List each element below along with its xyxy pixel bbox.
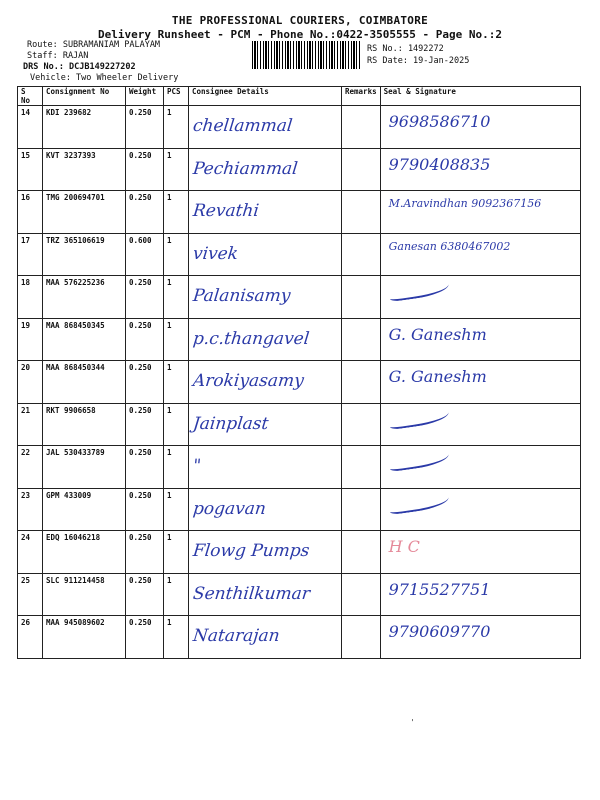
row-weight: 0.250	[126, 276, 164, 319]
signature-handwriting: Ganesan 6380467002	[388, 239, 511, 253]
table-row	[18, 318, 581, 361]
row-consignee	[189, 573, 342, 616]
row-sno: 26	[18, 616, 43, 659]
signature-handwriting: 9715527751	[388, 579, 491, 599]
signature-handwriting: H C	[388, 537, 420, 556]
row-consignment: MAA 868450345	[43, 318, 126, 361]
row-sno: 17	[18, 233, 43, 276]
vehicle-label: Vehicle: Two Wheeler Delivery	[30, 73, 179, 83]
consignee-handwriting: Flowg Pumps	[191, 541, 311, 561]
consignee-handwriting: Natarajan	[191, 626, 281, 646]
row-pcs: 1	[164, 191, 189, 234]
route-label: Route: SUBRAMANIAM PALAYAM	[27, 40, 161, 50]
signature-handwriting	[389, 282, 449, 302]
table-row	[18, 403, 581, 446]
row-weight: 0.250	[126, 573, 164, 616]
row-signature	[380, 191, 580, 234]
row-remarks	[342, 446, 381, 489]
consignee-handwriting: Pechiammal	[191, 158, 299, 179]
row-signature	[380, 106, 580, 149]
row-signature	[380, 573, 580, 616]
row-remarks	[342, 616, 381, 659]
consignee-handwriting: pogavan	[191, 498, 267, 519]
table-row	[18, 276, 581, 319]
signature-handwriting: G. Ganeshm	[388, 324, 487, 344]
signature-handwriting	[389, 495, 449, 515]
consignee-handwriting: "	[191, 456, 202, 476]
row-consignee	[189, 616, 342, 659]
signature-handwriting: 9698586710	[388, 112, 491, 131]
col-consignee: Consignee Details	[189, 87, 342, 106]
row-consignee	[189, 233, 342, 276]
signature-handwriting	[389, 410, 449, 430]
consignee-handwriting: Palanisamy	[191, 286, 292, 306]
row-consignee	[189, 403, 342, 446]
table-row	[18, 233, 581, 276]
table-row	[18, 573, 581, 616]
consignee-handwriting: Arokiyasamy	[191, 371, 305, 391]
row-remarks	[342, 573, 381, 616]
consignee-handwriting: Senthilkumar	[191, 583, 312, 604]
row-consignee	[189, 276, 342, 319]
row-consignee	[189, 106, 342, 149]
row-pcs: 1	[164, 233, 189, 276]
row-consignment: KDI 239682	[43, 106, 126, 149]
col-signature: Seal & Signature	[380, 87, 580, 106]
row-consignment: TMG 200694701	[43, 191, 126, 234]
col-sno: S No	[18, 87, 43, 106]
table-row	[18, 616, 581, 659]
row-pcs: 1	[164, 573, 189, 616]
row-weight: 0.250	[126, 531, 164, 574]
row-pcs: 1	[164, 446, 189, 489]
row-consignee	[189, 446, 342, 489]
row-remarks	[342, 106, 381, 149]
table-header-row	[18, 87, 581, 106]
row-weight: 0.250	[126, 403, 164, 446]
row-sno: 19	[18, 318, 43, 361]
signature-handwriting: 9790408835	[388, 154, 491, 174]
row-signature	[380, 531, 580, 574]
company-title: THE PROFESSIONAL COURIERS, COIMBATORE	[171, 14, 429, 27]
row-remarks	[342, 361, 381, 404]
signature-handwriting	[389, 452, 449, 472]
row-remarks	[342, 403, 381, 446]
row-sno: 23	[18, 488, 43, 531]
consignee-handwriting: Jainplast	[191, 413, 270, 434]
row-consignment: MAA 868450344	[43, 361, 126, 404]
row-sno: 21	[18, 403, 43, 446]
row-sno: 24	[18, 531, 43, 574]
row-pcs: 1	[164, 531, 189, 574]
row-consignee	[189, 361, 342, 404]
row-sno: 16	[18, 191, 43, 234]
barcode	[252, 41, 360, 69]
row-signature	[380, 488, 580, 531]
scan-mark: '	[410, 718, 415, 727]
row-signature	[380, 446, 580, 489]
row-sno: 22	[18, 446, 43, 489]
signature-scribble	[388, 405, 450, 429]
row-consignment: RKT 9906658	[43, 403, 126, 446]
row-remarks	[342, 276, 381, 319]
table-row	[18, 361, 581, 404]
signature-handwriting: M.Aravindhan 9092367156	[388, 197, 542, 210]
row-weight: 0.250	[126, 318, 164, 361]
row-remarks	[342, 318, 381, 361]
row-pcs: 1	[164, 616, 189, 659]
table-row	[18, 446, 581, 489]
row-weight: 0.250	[126, 191, 164, 234]
row-sno: 14	[18, 106, 43, 149]
row-weight: 0.250	[126, 148, 164, 191]
row-sno: 25	[18, 573, 43, 616]
table-row	[18, 531, 581, 574]
runsheet-subtitle: Delivery Runsheet - PCM - Phone No.:0422-3505555 - Page No.:2	[98, 28, 502, 41]
signature-scribble	[388, 278, 450, 302]
row-sno: 18	[18, 276, 43, 319]
row-consignee	[189, 531, 342, 574]
col-consignment: Consignment No	[43, 87, 126, 106]
table-row	[18, 148, 581, 191]
table-row	[18, 191, 581, 234]
row-weight: 0.600	[126, 233, 164, 276]
row-pcs: 1	[164, 318, 189, 361]
row-remarks	[342, 191, 381, 234]
row-consignment: MAA 945089602	[43, 616, 126, 659]
row-consignment: GPM 433009	[43, 488, 126, 531]
row-consignment: EDQ 16046218	[43, 531, 126, 574]
row-signature	[380, 276, 580, 319]
signature-handwriting: 9790609770	[388, 622, 491, 641]
row-weight: 0.250	[126, 106, 164, 149]
row-remarks	[342, 488, 381, 531]
row-signature	[380, 233, 580, 276]
row-signature	[380, 148, 580, 191]
col-remarks: Remarks	[342, 87, 381, 106]
col-weight: Weight	[126, 87, 164, 106]
signature-scribble	[388, 490, 450, 514]
row-sno: 20	[18, 361, 43, 404]
runsheet-table	[17, 86, 581, 659]
row-pcs: 1	[164, 276, 189, 319]
table-row	[18, 106, 581, 149]
row-consignment: KVT 3237393	[43, 148, 126, 191]
row-consignment: JAL 530433789	[43, 446, 126, 489]
signature-scribble	[388, 448, 450, 472]
row-consignment: MAA 576225236	[43, 276, 126, 319]
row-consignee	[189, 148, 342, 191]
row-remarks	[342, 233, 381, 276]
row-sno: 15	[18, 148, 43, 191]
row-consignee	[189, 488, 342, 531]
row-consignment: TRZ 365106619	[43, 233, 126, 276]
row-weight: 0.250	[126, 616, 164, 659]
rs-number: RS No.: 1492272	[367, 44, 444, 54]
row-consignee	[189, 318, 342, 361]
row-weight: 0.250	[126, 446, 164, 489]
row-pcs: 1	[164, 148, 189, 191]
row-pcs: 1	[164, 106, 189, 149]
row-weight: 0.250	[126, 488, 164, 531]
table-row	[18, 488, 581, 531]
consignee-handwriting: Revathi	[191, 201, 260, 221]
row-weight: 0.250	[126, 361, 164, 404]
consignee-handwriting: p.c.thangavel	[191, 328, 311, 349]
row-consignee	[189, 191, 342, 234]
rs-date: RS Date: 19-Jan-2025	[367, 56, 470, 66]
row-pcs: 1	[164, 403, 189, 446]
row-signature	[380, 403, 580, 446]
staff-label: Staff: RAJAN	[27, 51, 89, 61]
row-signature	[380, 318, 580, 361]
drs-number: DRS No.: DCJB149227202	[23, 62, 136, 72]
row-remarks	[342, 148, 381, 191]
col-pcs: PCS	[164, 87, 189, 106]
row-remarks	[342, 531, 381, 574]
consignee-handwriting: vivek	[191, 243, 240, 264]
signature-handwriting: G. Ganeshm	[388, 367, 487, 386]
row-pcs: 1	[164, 488, 189, 531]
row-signature	[380, 361, 580, 404]
row-signature	[380, 616, 580, 659]
consignee-handwriting: chellammal	[191, 116, 294, 136]
row-consignment: SLC 911214458	[43, 573, 126, 616]
row-pcs: 1	[164, 361, 189, 404]
